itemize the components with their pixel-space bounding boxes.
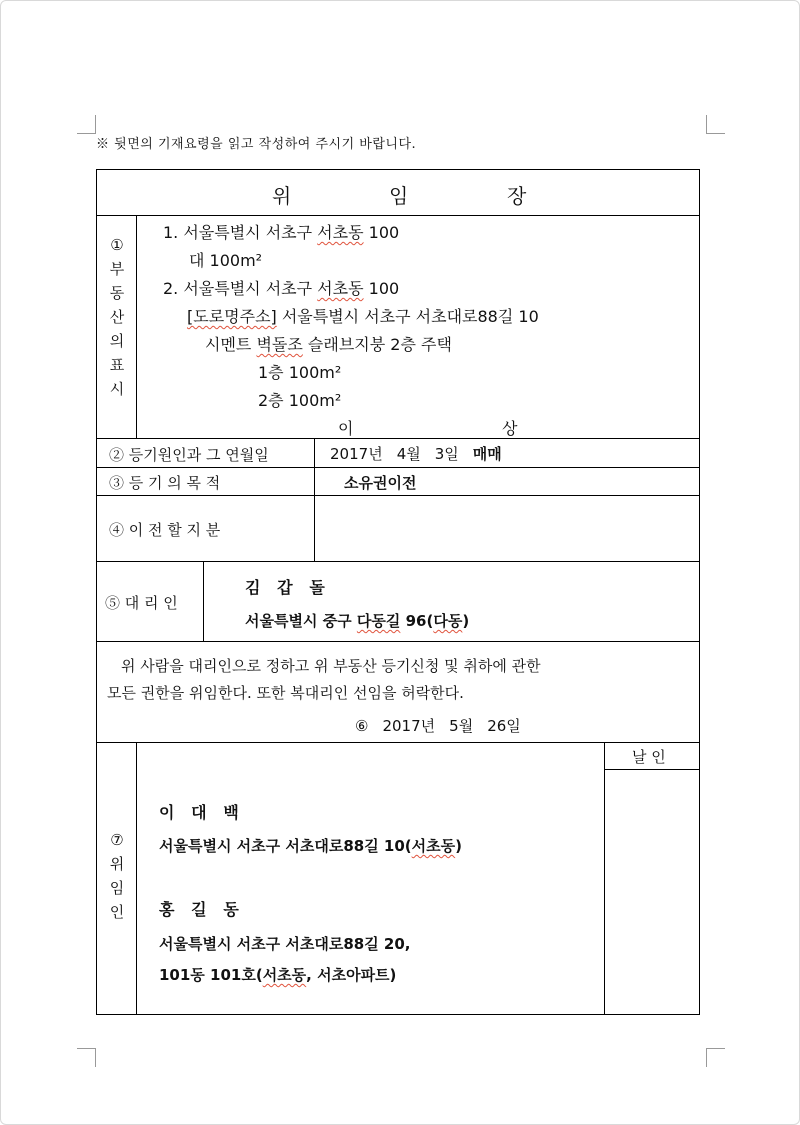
delegator-1-name: 이 대 백	[159, 803, 239, 822]
spellcheck-mark: [도로명주소]	[187, 307, 277, 326]
seal-label: 날 인	[632, 748, 666, 766]
property-structure: 시멘트 벽돌조 슬래브지붕 2층 주택	[205, 335, 452, 354]
property-end-mark-1: 이	[338, 419, 354, 438]
property-item-1: 1. 서울특별시 서초구 서초동 100	[163, 223, 400, 242]
spellcheck-mark: 서초동	[411, 837, 456, 855]
spellcheck-mark: 서초동	[262, 966, 307, 984]
spellcheck-mark: 다동	[433, 612, 463, 630]
delegator-label-char: 위	[109, 855, 125, 873]
cause-label: ② 등기원인과 그 연월일	[109, 446, 269, 464]
cause-year: 2017	[330, 445, 369, 463]
delegator-1-address: 서울특별시 서초구 서초대로88길 10(서초동)	[159, 837, 462, 855]
vline-seal-column	[604, 742, 605, 1014]
spellcheck-mark: 서초동	[317, 223, 364, 242]
property-label-char: 산	[109, 308, 125, 326]
cause-date: 2017년 4월 3일 매매	[330, 445, 502, 463]
delegation-day: 26	[487, 717, 507, 735]
delegation-line-2: 모든 권한을 위임한다. 또한 복대리인 선임을 허락한다.	[107, 684, 464, 702]
delegator-label	[105, 828, 129, 924]
vline-label-column	[314, 438, 315, 561]
divider-property	[97, 438, 699, 439]
property-item-1-land: 대 100m²	[189, 251, 263, 270]
instruction-note: ※ 뒷면의 기재요령을 읽고 작성하여 주시기 바랍니다.	[96, 137, 417, 152]
purpose-label: ③ 등 기 의 목 적	[109, 474, 221, 492]
power-of-attorney-form	[96, 169, 700, 1015]
vline-delegator-label	[136, 742, 137, 1014]
cause-day: 3	[434, 445, 445, 463]
cause-month: 4	[396, 445, 407, 463]
title-char-1: 위	[272, 184, 292, 208]
agent-address: 서울특별시 중구 다동길 96(다동)	[245, 612, 470, 630]
delegator-2-name: 홍 길 동	[159, 900, 239, 919]
spellcheck-mark: 벽돌조	[256, 335, 303, 354]
divider-cause	[97, 467, 699, 468]
delegator-label-char: 인	[109, 903, 125, 921]
purpose-value: 소유권이전	[344, 474, 417, 492]
agent-label: ⑤ 대 리 인	[105, 594, 178, 612]
cause-type: 매매	[472, 445, 502, 463]
property-item-2: 2. 서울특별시 서초구 서초동 100	[163, 279, 400, 298]
property-label-char: 의	[109, 332, 125, 350]
property-floor-1: 1층 100m²	[258, 363, 342, 382]
title-char-3: 장	[507, 184, 527, 208]
delegator-2-address-line-1: 서울특별시 서초구 서초대로88길 20,	[159, 935, 411, 953]
spellcheck-mark: 다동길	[356, 612, 401, 630]
property-road-address: [도로명주소] 서울특별시 서초구 서초대로88길 10	[187, 307, 539, 326]
spellcheck-mark: 서초동	[317, 279, 364, 298]
delegation-year: 2017	[382, 717, 421, 735]
title-char-2: 임	[389, 184, 409, 208]
vline-property-label	[136, 215, 137, 438]
property-label-char: 표	[109, 356, 125, 374]
property-label-char: 부	[109, 260, 125, 278]
share-label: ④ 이 전 할 지 분	[109, 521, 221, 539]
delegator-2-address-line-2: 101동 101호(서초동, 서초아파트)	[159, 966, 397, 984]
crop-mark-bottom-right	[706, 1048, 725, 1067]
delegator-label-char: ⑦	[110, 831, 124, 849]
crop-mark-top-right	[706, 115, 725, 134]
divider-purpose	[97, 495, 699, 496]
crop-mark-top-left	[77, 115, 96, 134]
delegation-date: ⑥ 2017년 5월 26일	[355, 717, 521, 735]
delegation-month: 5	[449, 717, 459, 735]
agent-name: 김 갑 돌	[245, 578, 325, 597]
crop-mark-bottom-left	[77, 1048, 96, 1067]
property-label-char: 시	[109, 380, 125, 398]
delegator-label-char: 임	[109, 879, 125, 897]
property-label-char: ①	[110, 236, 124, 254]
divider-seal	[604, 769, 699, 770]
divider-title	[97, 215, 699, 216]
delegation-line-1: 위 사람을 대리인으로 정하고 위 부동산 등기신청 및 취하에 관한	[121, 657, 541, 675]
property-end-mark-2: 상	[502, 419, 518, 438]
property-label-char: 동	[109, 284, 125, 302]
vline-agent-label	[203, 561, 204, 641]
property-floor-2: 2층 100m²	[258, 391, 342, 410]
property-label	[105, 233, 129, 401]
divider-share	[97, 561, 699, 562]
divider-agent	[97, 641, 699, 642]
divider-delegation	[97, 742, 699, 743]
